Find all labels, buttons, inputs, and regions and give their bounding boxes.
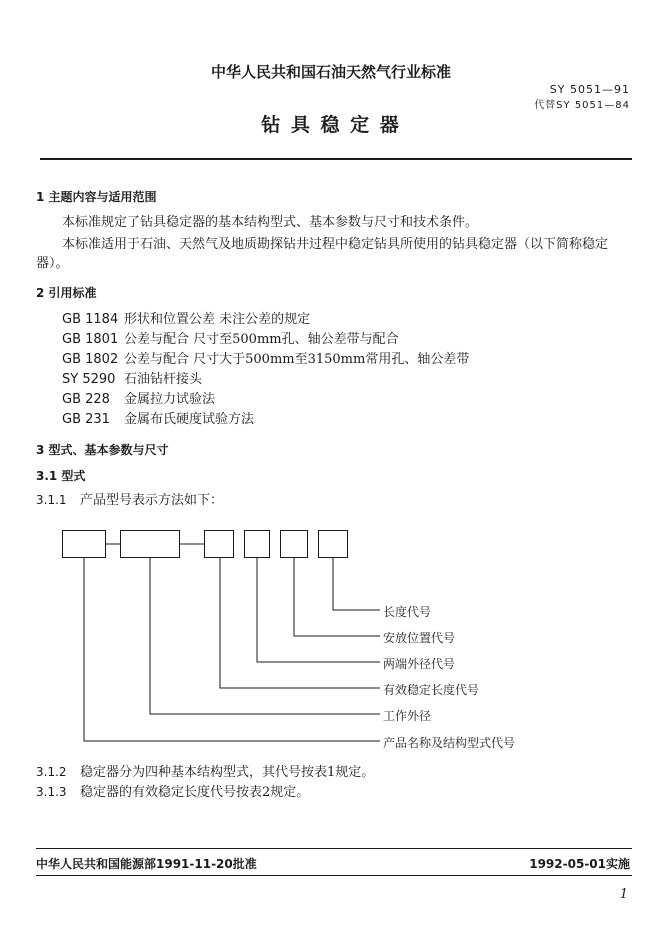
label-length-code: 长度代号 (383, 605, 432, 619)
reference-code: GB 1802 (62, 352, 119, 367)
reference-title: 金属拉力试验法 (124, 392, 216, 407)
clause-3-1-2 (36, 761, 374, 780)
reference-code: GB 231 (62, 412, 110, 427)
label-working-diameter: 工作外径 (383, 709, 432, 723)
clause-3-1-3 (36, 781, 309, 800)
reference-title: 形状和位置公差 未注公差的规定 (124, 312, 311, 327)
footer-rule-bottom (36, 875, 632, 876)
clause-text: 稳定器分为四种基本结构型式，其代号按表1规定。 (80, 765, 375, 780)
reference-code: SY 5290 (62, 372, 116, 387)
label-product-type-code: 产品名称及结构型式代号 (383, 736, 516, 750)
section-3-heading: 3 型式、基本参数与尺寸 (36, 443, 169, 457)
section-1-paragraph-2-line-2: 器）。 (36, 256, 69, 271)
section-1-paragraph-2-line-1: 本标准适用于石油、天然气及地质勘探钻井过程中稳定钻具所使用的钻具稳定器（以下简称稳定 (62, 237, 609, 252)
clause-text: 稳定器的有效稳定长度代号按表2规定。 (80, 785, 310, 800)
document-title: 钻 具 稳 定 器 (261, 114, 401, 136)
section-1-paragraph-1: 本标准规定了钻具稳定器的基本结构型式、基本参数与尺寸和技术条件。 (62, 215, 479, 230)
reference-title: 金属布氏硬度试验方法 (124, 412, 255, 427)
clause-number: 3.1.1 (36, 493, 67, 507)
footer-rule-top (36, 848, 632, 849)
section-1-heading: 1 主题内容与适用范围 (36, 190, 157, 204)
standard-number: SY 5051—91 (549, 83, 630, 96)
approval-statement: 中华人民共和国能源部1991-11-20批准 (36, 857, 257, 871)
label-stable-length-code: 有效稳定长度代号 (383, 683, 480, 697)
clause-number: 3.1.2 (36, 765, 67, 779)
reference-code: GB 1801 (62, 332, 119, 347)
subsection-3-1-heading: 3.1 型式 (36, 469, 86, 483)
section-2-heading: 2 引用标准 (36, 286, 97, 300)
clause-text: 产品型号表示方法如下： (80, 493, 224, 508)
page-number: 1 (619, 887, 628, 902)
issuing-body-title: 中华人民共和国石油天然气行业标准 (210, 63, 451, 81)
supersedes-number: 代替SY 5051—84 (534, 100, 630, 111)
reference-title: 石油钻杆接头 (124, 372, 203, 387)
label-end-diameter-code: 两端外径代号 (383, 657, 456, 671)
reference-code: GB 228 (62, 392, 110, 407)
label-placement-code: 安放位置代号 (383, 631, 456, 645)
effective-date: 1992-05-01实施 (529, 857, 630, 871)
clause-number: 3.1.3 (36, 785, 67, 799)
reference-title: 公差与配合 尺寸至500mm孔、轴公差带与配合 (124, 332, 399, 347)
reference-title: 公差与配合 尺寸大于500mm至3150mm常用孔、轴公差带 (124, 352, 470, 367)
reference-code: GB 1184 (62, 312, 119, 327)
